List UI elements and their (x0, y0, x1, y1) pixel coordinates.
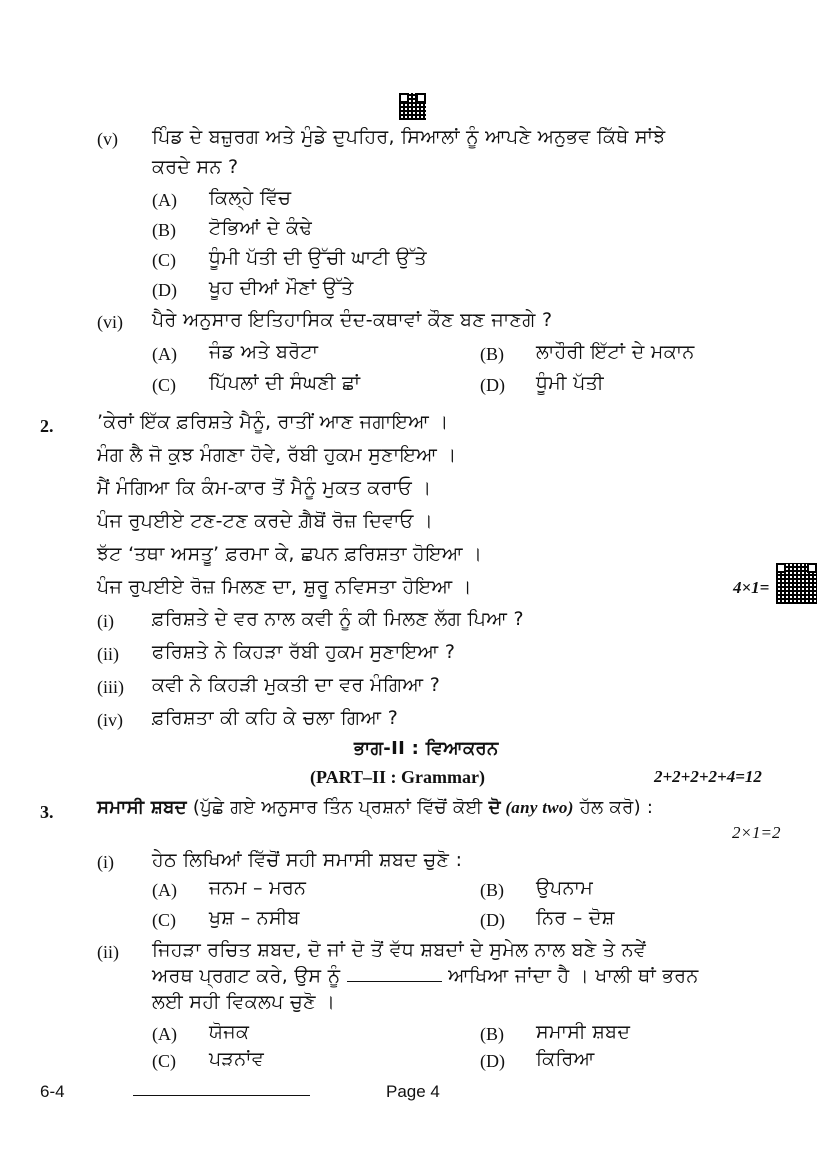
poem-line: ਪੰਜ ਰੁਪਈਏ ਟਣ-ਟਣ ਕਰਦੇ ਗ਼ੈਬੋਂ ਰੋਜ਼ ਦਿਵਾਓ । (97, 510, 434, 532)
page-number: Page 4 (386, 1082, 440, 1101)
question-text: ਜਿਹੜਾ ਰਚਿਤ ਸ਼ਬਦ, ਦੋ ਜਾਂ ਦੋ ਤੋਂ ਵੱਧ ਸ਼ਬਦਾਂ ਦੇ ਸੁਮੇਲ ਨਾਲ ਬਣੇ ਤੇ ਨਵੇਂ (152, 939, 647, 961)
question-number: (ii) (97, 644, 119, 664)
option-text: ਪਿੱਪਲਾਂ ਦੀ ਸੰਘਣੀ ਛਾਂ (209, 372, 361, 394)
option-text: ਲਾਹੌਰੀ ਇੱਟਾਂ ਦੇ ਮਕਾਨ (536, 341, 695, 363)
option-text: ਪੜਨਾਂਵ (209, 1048, 265, 1070)
option-label: (B) (152, 220, 176, 240)
question-text: ਫ਼ਰਿਸ਼ਤਾ ਕੀ ਕਹਿ ਕੇ ਚਲਾ ਗਿਆ ? (152, 707, 399, 729)
qr-code-side (776, 563, 817, 604)
question-text (152, 965, 699, 987)
option-text: ਉਪਨਾਮ (536, 877, 594, 899)
option-label: (D) (152, 280, 177, 300)
poem-line: ਮੈਂ ਮੰਗਿਆ ਕਿ ਕੰਮ-ਕਾਰ ਤੋਂ ਮੈਨੂੰ ਮੁਕਤ ਕਰਾਓ । (97, 477, 432, 499)
option-text: ਖੁਸ਼ – ਨਸੀਬ (209, 907, 300, 929)
question-number: (vi) (97, 312, 123, 332)
poem-line: ਮੰਗ ਲੈ ਜੋ ਕੁਝ ਮੰਗਣਾ ਹੋਵੇ, ਰੱਬੀ ਹੁਕਮ ਸੁਣਾਇਆ । (97, 444, 457, 466)
heading-bold: ਸਮਾਸੀ ਸ਼ਬਦ (97, 797, 187, 818)
option-label: (A) (152, 1024, 177, 1044)
option-label: (A) (152, 190, 177, 210)
poem-line: ਪੰਜ ਰੁਪਈਏ ਰੋਜ਼ ਮਿਲਣ ਦਾ, ਸ਼ੁਰੂ ਨਵਿਸਤਾ ਹੋਇਆ । (97, 576, 472, 598)
option-label: (C) (152, 1051, 176, 1071)
option-text: ਟੋਭਿਆਂ ਦੇ ਕੰਢੇ (209, 217, 313, 239)
fill-blank (347, 980, 442, 982)
option-text: ਜੰਡ ਅਤੇ ਬਰੋਟਾ (209, 341, 319, 363)
heading-do: ਦੋ (488, 797, 501, 818)
question-number: 3. (40, 802, 54, 822)
footer-rule (133, 1095, 310, 1096)
question-text: ਫ਼ਰਿਸ਼ਤੇ ਦੇ ਵਰ ਨਾਲ ਕਵੀ ਨੂੰ ਕੀ ਮਿਲਣ ਲੱਗ ਪਿਆ ? (152, 608, 524, 630)
option-label: (B) (480, 880, 504, 900)
option-text: ਖੂਹ ਦੀਆਂ ਮੌਣਾਂ ਉੱਤੇ (209, 277, 354, 299)
option-label: (B) (480, 1024, 504, 1044)
question-text: ਹੇਠ ਲਿਖਿਆਂ ਵਿੱਚੋਂ ਸਹੀ ਸਮਾਸੀ ਸ਼ਬਦ ਚੁਣੋ : (152, 849, 463, 871)
marks-label: 2×1=2 (732, 823, 781, 842)
section-title: ਭਾਗ-II : ਵਿਆਕਰਨ (354, 738, 499, 759)
question-text: ਪੈਰੇ ਅਨੁਸਾਰ ਇਤਿਹਾਸਿਕ ਦੰਦ-ਕਥਾਵਾਂ ਕੌਣ ਬਣ ਜਾਣਗੇ ? (152, 309, 553, 331)
option-label: (A) (152, 880, 177, 900)
option-label: (D) (480, 1051, 505, 1071)
question-number: (iii) (97, 677, 124, 697)
question-text-part: ਆਖਿਆ ਜਾਂਦਾ ਹੈ । ਖਾਲੀ ਥਾਂ ਭਰਨ (441, 965, 699, 987)
heading-rest: (ਪੁੱਛੇ ਗਏ ਅਨੁਸਾਰ ਤਿੰਨ ਪ੍ਰਸ਼ਨਾਂ ਵਿੱਚੋਂ ਕੋਈ (186, 797, 489, 818)
option-text: ਯੋਜਕ (209, 1021, 250, 1043)
paper-code: 6-4 (40, 1082, 65, 1101)
option-label: (C) (152, 375, 176, 395)
heading-end: ਹੱਲ ਕਰੋ) : (573, 797, 654, 818)
question-text: ਕਵੀ ਨੇ ਕਿਹੜੀ ਮੁਕਤੀ ਦਾ ਵਰ ਮੰਗਿਆ ? (152, 674, 441, 696)
option-label: (D) (480, 910, 505, 930)
qr-code-top (399, 93, 426, 120)
option-label: (D) (480, 375, 505, 395)
poem-line: ਝੱਟ ‘ਤਥਾ ਅਸਤੂ’ ਫ਼ਰਮਾ ਕੇ, ਛਪਨ ਫ਼ਰਿਸ਼ਤਾ ਹੋਇਆ । (97, 543, 483, 565)
option-text: ਨਿਰ – ਦੋਸ਼ (536, 907, 615, 929)
question-text: ਲਈ ਸਹੀ ਵਿਕਲਪ ਚੁਣੋ । (152, 991, 336, 1013)
question-number: (v) (97, 129, 118, 149)
question-text-part: ਅਰਥ ਪ੍ਰਗਟ ਕਰੇ, ਉਸ ਨੂੰ (152, 965, 347, 987)
option-label: (B) (480, 344, 504, 364)
option-text: ਜਨਮ – ਮਰਨ (209, 877, 307, 899)
option-text: ਧੂੰਮੀ ਪੱਤੀ (536, 372, 604, 394)
section-subtitle: (PART–II : Grammar) (310, 767, 485, 787)
option-text: ਸਮਾਸੀ ਸ਼ਬਦ (536, 1021, 631, 1043)
option-text: ਧੂੰਮੀ ਪੱਤੀ ਦੀ ਉੱਚੀ ਘਾਟੀ ਉੱਤੇ (209, 247, 427, 269)
question-heading (97, 797, 653, 818)
marks-label: 2+2+2+2+4=12 (654, 767, 762, 786)
question-number: 2. (40, 416, 54, 436)
option-text: ਕਿਲ੍ਹੇ ਵਿੱਚ (209, 187, 292, 209)
question-text: ਪਿੰਡ ਦੇ ਬਜ਼ੁਰਗ ਅਤੇ ਮੁੰਡੇ ਦੁਪਹਿਰ, ਸਿਆਲਾਂ ਨੂੰ ਆਪਣੇ ਅਨੁਭਵ ਕਿੱਥੇ ਸਾਂਝੇ (152, 126, 666, 148)
marks-label: 4×1= (733, 578, 770, 597)
question-number: (iv) (97, 710, 123, 730)
option-text: ਕਿਰਿਆ (536, 1048, 595, 1070)
option-label: (C) (152, 910, 176, 930)
question-text: ਕਰਦੇ ਸਨ ? (152, 156, 239, 178)
option-label: (A) (152, 344, 177, 364)
poem-line: ’ਕੇਰਾਂ ਇੱਕ ਫ਼ਰਿਸ਼ਤੇ ਮੈਨੂੰ, ਰਾਤੀਂ ਆਣ ਜਗਾਇਆ । (97, 411, 449, 433)
question-text: ਫਰਿਸ਼ਤੇ ਨੇ ਕਿਹੜਾ ਰੱਬੀ ਹੁਕਮ ਸੁਣਾਇਆ ? (152, 641, 456, 663)
question-number: (i) (97, 611, 114, 631)
question-number: (i) (97, 852, 114, 872)
option-label: (C) (152, 250, 176, 270)
question-number: (ii) (97, 942, 119, 962)
heading-any-two: (any two) (500, 798, 574, 817)
